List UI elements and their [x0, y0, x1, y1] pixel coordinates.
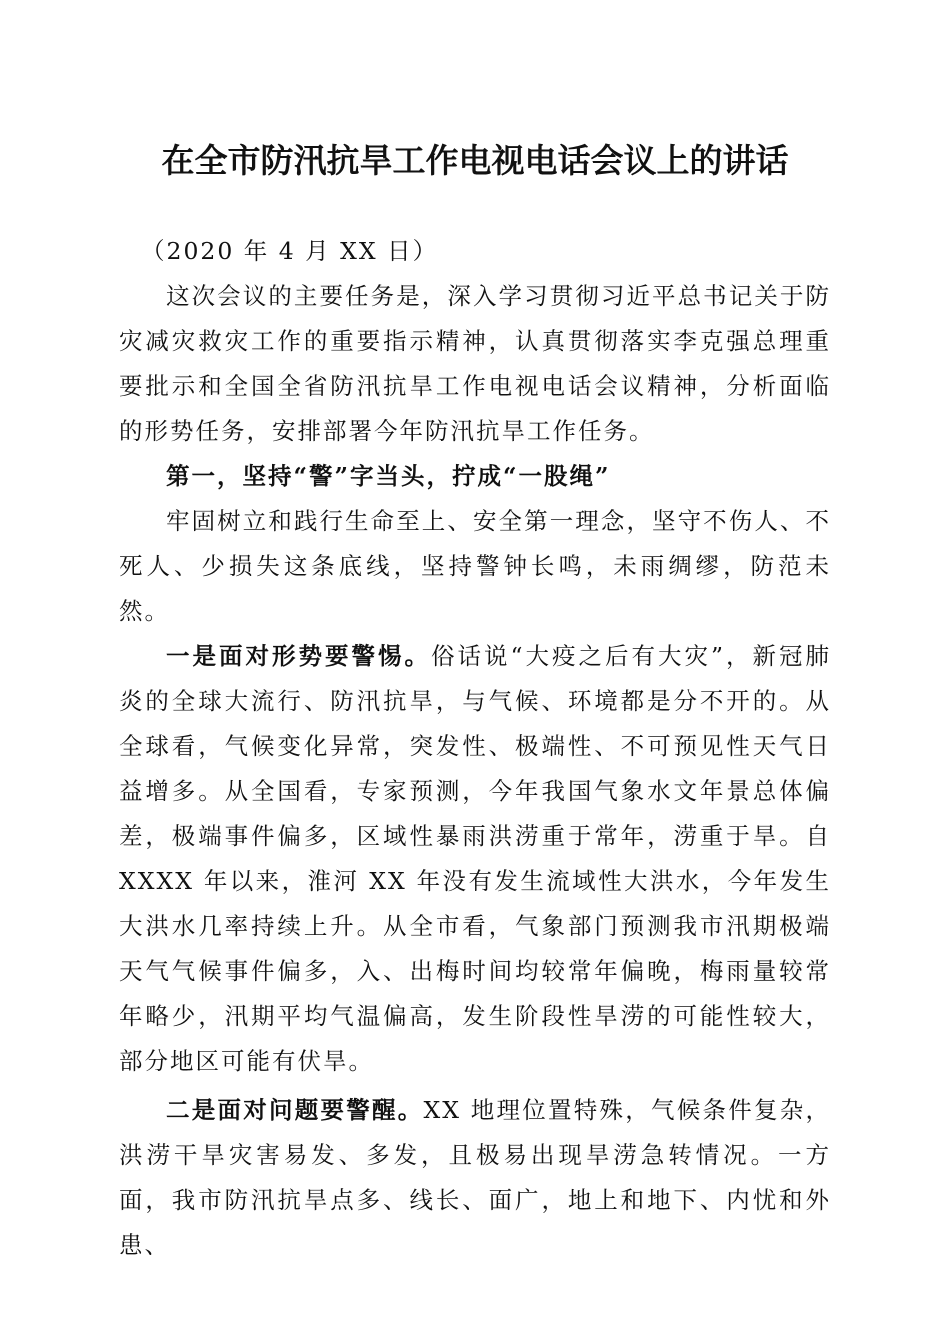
point-1-text: 俗话说“大疫之后有大灾”，新冠肺炎的全球大流行、防汛抗旱，与气候、环境都是分不开的。从全球看，气候变化异常，突发性、极端性、不可预见性天气日益增多。从全国看，专家预测，今年我国气象水文年景总体偏差，极端事件偏多，区域性暴雨洪涝重于常年，涝重于旱。自 XXXX 年以来，淮河 XX 年没有发生流域性大洪水，今年发生大洪水几率持续上升。从全市看，气象部门预测我市汛期极端天气气候事件偏多，入、出梅时间均较常年偏晚，梅雨量较常年略少，汛期平均气温偏高，发生阶段性旱涝的可能性较大，部分地区可能有伏旱。 — [119, 642, 832, 1075]
section-1-paragraph: 牢固树立和践行生命至上、安全第一理念，坚守不伤人、不死人、少损失这条底线，坚持警钟长鸣，未雨绸缪，防范未然。 — [119, 507, 831, 625]
intro-paragraph: 这次会议的主要任务是，深入学习贯彻习近平总书记关于防灾减灾救灾工作的重要指示精神，认真贯彻落实李克强总理重要批示和全国全省防汛抗旱工作电视电话会议精神，分析面临的形势任务，安排部署今年防汛抗旱工作任务。 — [119, 282, 831, 445]
document-body — [119, 229, 831, 1268]
point-2-text: XX 地理位置特殊，气候条件复杂，洪涝干旱灾害易发、多发，且极易出现旱涝急转情况。一方面，我市防汛抗旱点多、线长、面广，地上和地下、内忧和外患、 — [119, 1096, 831, 1259]
document-title: 在全市防汛抗旱工作电视电话会议上的讲话 — [161, 141, 789, 180]
section-heading-1: 第一，坚持“警”字当头，拧成“一股绳” — [166, 462, 611, 490]
point-1-paragraph — [119, 634, 831, 1084]
point-2-paragraph — [119, 1088, 831, 1268]
point-1-lead: 一是面对形势要警惕。 — [166, 642, 431, 670]
point-2-lead: 二是面对问题要警醒。 — [166, 1096, 424, 1124]
speech-date: （2020 年 4 月 XX 日） — [141, 237, 439, 265]
